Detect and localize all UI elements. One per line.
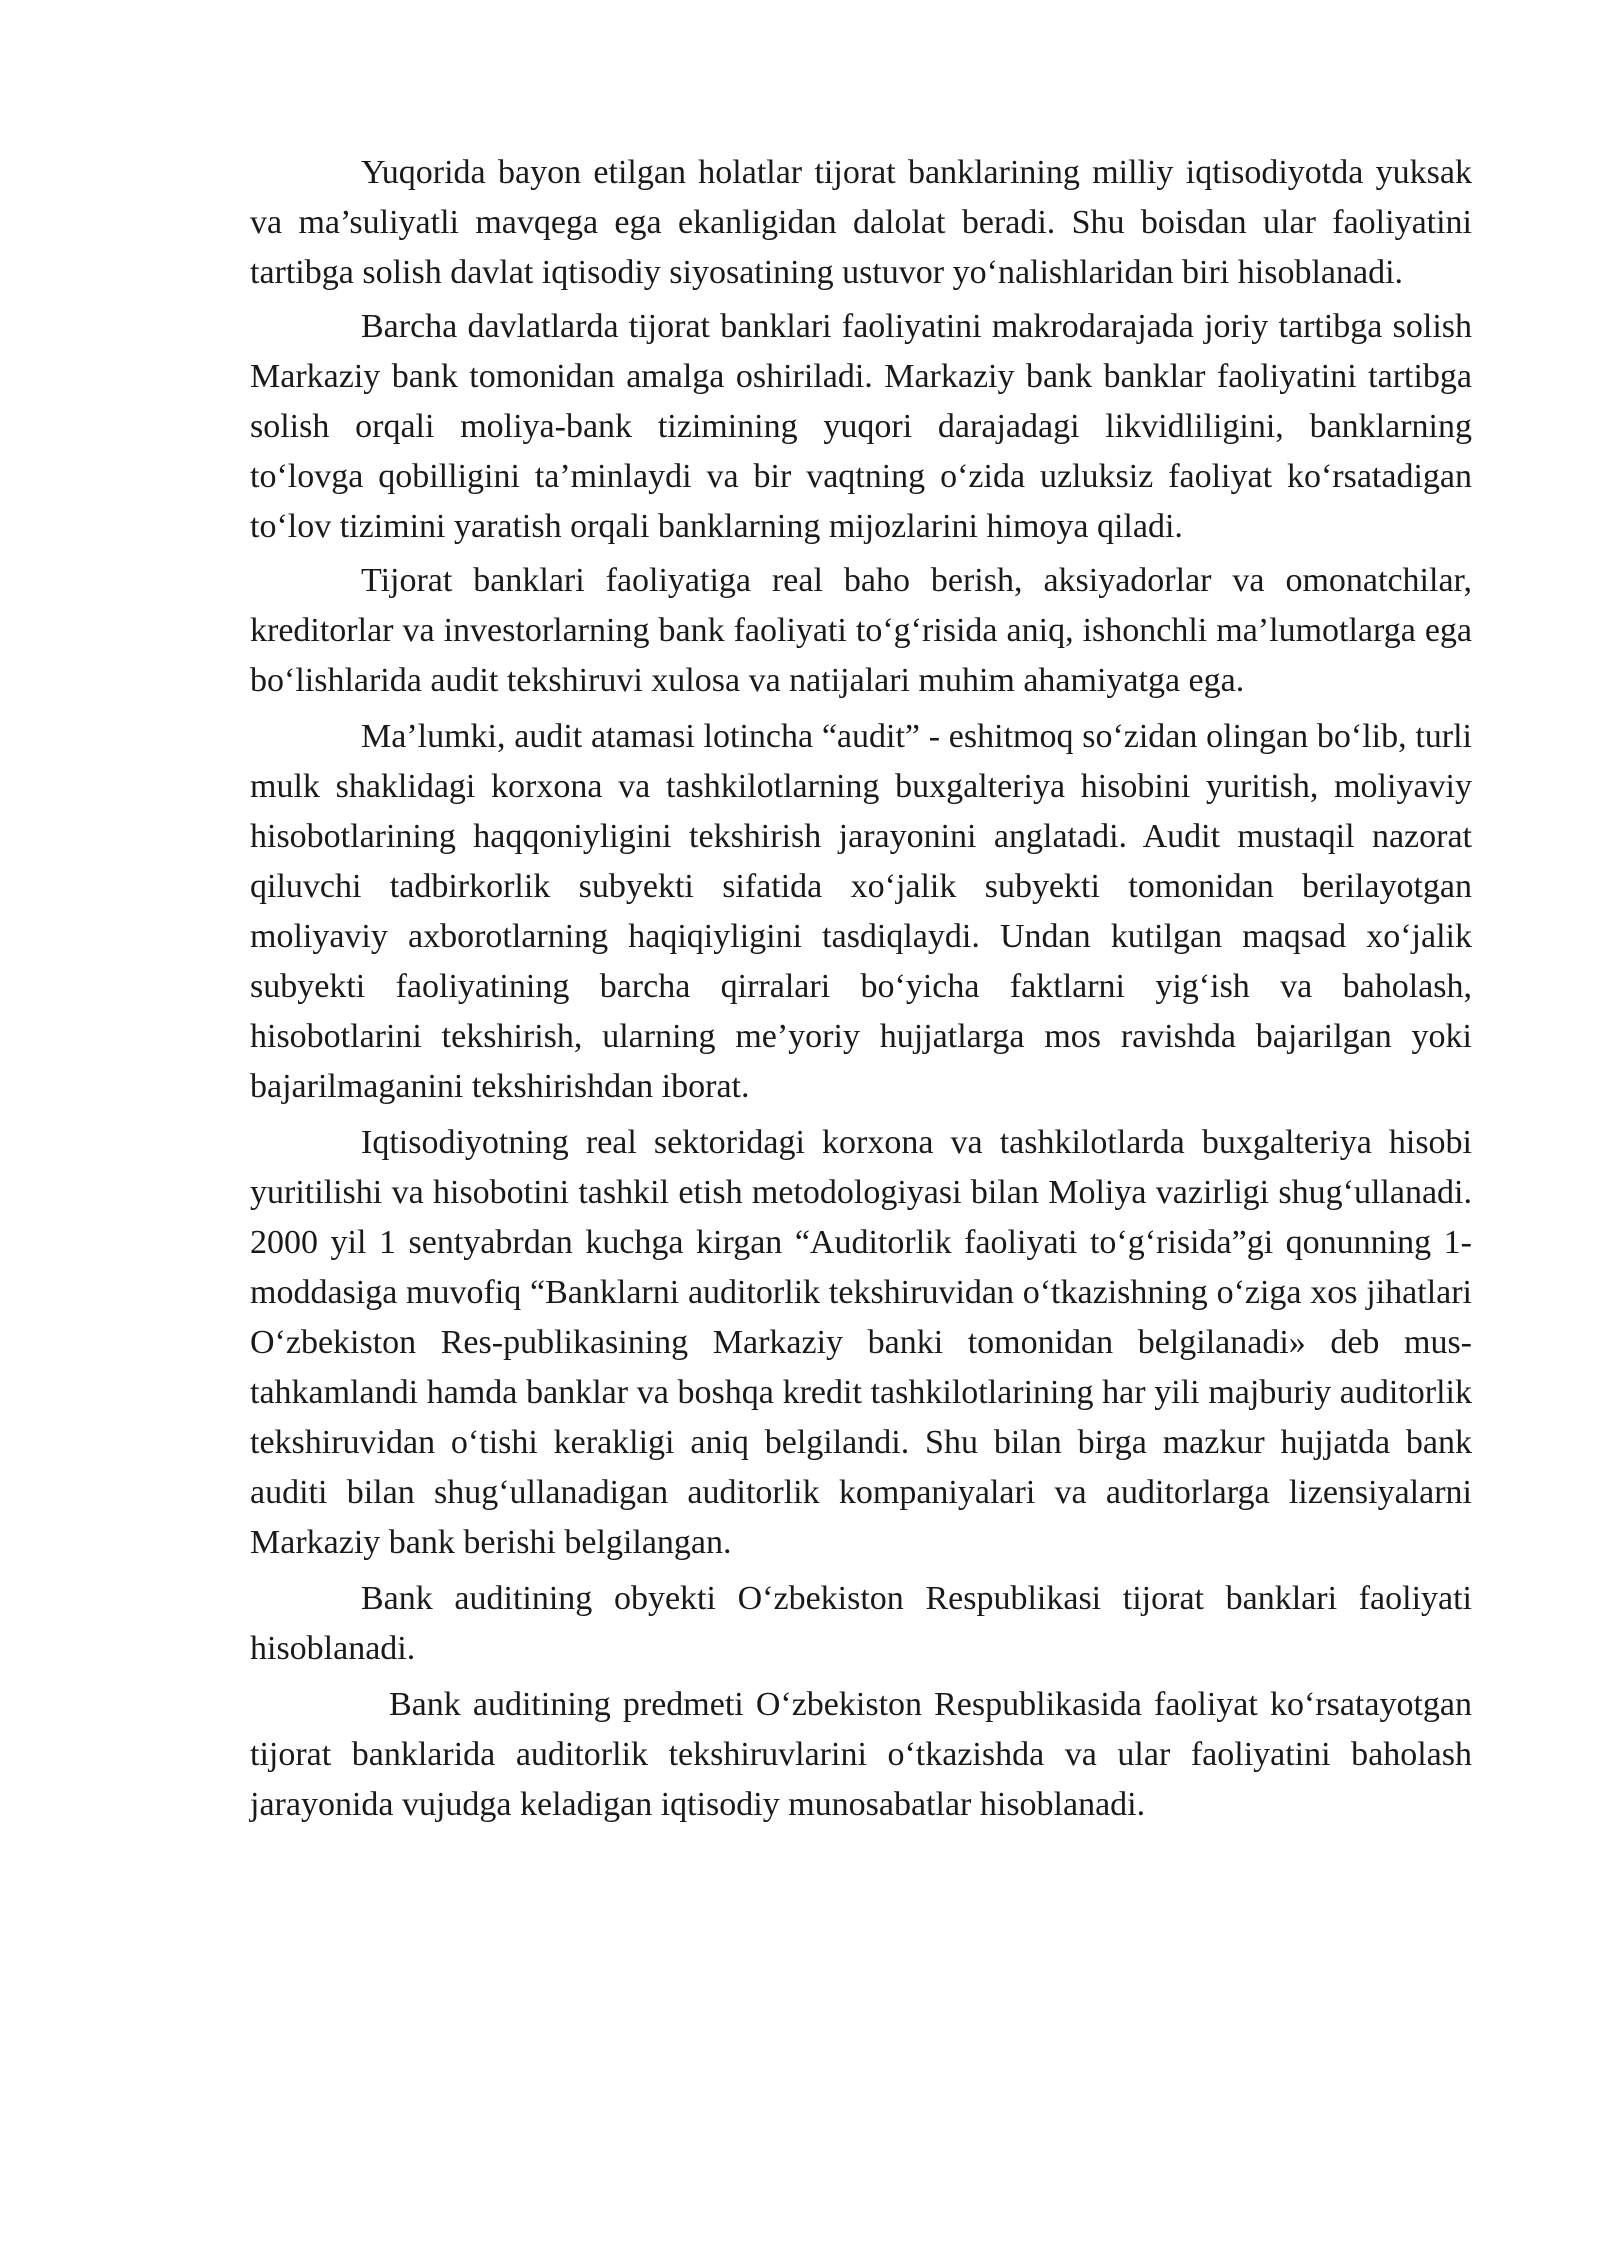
paragraph-3: Tijorat banklari faoliyatiga real baho berish, aksiyadorlar va omonatchilar, kreditorlar va investorlarning bank faoliyati to‘g‘risida aniq, ishonchli ma’lumotlarga ega bo‘lishlarida audit tekshiruvi xulosa va natijalari muhim ahamiyatga ega. xyxy=(250,562,1472,699)
paragraph-5: Iqtisodiyotning real sektoridagi korxona va tashkilotlarda buxgalteriya hisobi yuritilishi va hisobotini tashkil etish metodologiyasi bilan Moliya vazirligi shug‘ullanadi. 2000 yil 1 sentyabrdan kuchga kirgan “Auditorlik faoliyati to‘g‘risida”gi qonunning 1-moddasiga muvofiq “Banklarni auditorlik tekshiruvidan o‘tkazishning o‘ziga xos jihatlari O‘zbekiston Res-publikasining Markaziy banki tomonidan belgilanadi» deb mus-tahkamlandi hamda banklar va boshqa kredit tashkilotlarining har yili majburiy auditorlik tekshiruvidan o‘tishi kerakligi aniq belgilandi. Shu bilan birga mazkur hujjatda bank auditi bilan shug‘ullanadigan auditorlik kompaniyalari va auditorlarga lizensiyalarni Markaziy bank berishi belgilangan. xyxy=(250,1124,1472,1561)
paragraph-1: Yuqorida bayon etilgan holatlar tijorat banklarining milliy iqtisodiyotda yuksak va ma’suliyatli mavqega ega ekanligidan dalolat beradi. Shu boisdan ular faoliyatini tartibga solish davlat iqtisodiy siyosatining ustuvor yo‘nalishlaridan biri hisoblanadi. xyxy=(250,154,1472,291)
paragraph-7: Bank auditining predmeti O‘zbekiston Respublikasida faoliyat ko‘rsatayotgan tijorat banklarida auditorlik tekshiruvlarini o‘tkazishda va ular faoliyatini baholash jarayonida vujudga keladigan iqtisodiy munosabatlar hisoblanadi. xyxy=(250,1686,1472,1823)
document-page xyxy=(250,148,1472,1834)
paragraph-2: Barcha davlatlarda tijorat banklari faoliyatini makrodarajada joriy tartibga solish Markaziy bank tomonidan amalga oshiriladi. Markaziy bank banklar faoliyatini tartibga solish orqali moliya-bank tizimining yuqori darajadagi likvidliligini, banklarning to‘lovga qobilligini ta’minlaydi va bir vaqtning o‘zida uzluksiz faoliyat ko‘rsatadigan to‘lov tizimini yaratish orqali banklarning mijozlarini himoya qiladi. xyxy=(250,308,1472,545)
paragraph-6: Bank auditining obyekti O‘zbekiston Respublikasi tijorat banklari faoliyati hisoblanadi. xyxy=(250,1580,1472,1667)
paragraph-4: Ma’lumki, audit atamasi lotincha “audit” - eshitmoq so‘zidan olingan bo‘lib, turli mulk shaklidagi korxona va tashkilotlarning buxgalteriya hisobini yuritish, moliyaviy hisobotlarining haqqoniyligini tekshirish jarayonini anglatadi. Audit mustaqil nazorat qiluvchi tadbirkorlik subyekti sifatida xo‘jalik subyekti tomonidan berilayotgan moliyaviy axborotlarning haqiqiyligini tasdiqlaydi. Undan kutilgan maqsad xo‘jalik subyekti faoliyatining barcha qirralari bo‘yicha faktlarni yig‘ish va baholash, hisobotlarini tekshirish, ularning me’yoriy hujjatlarga mos ravishda bajarilgan yoki bajarilmaganini tekshirishdan iborat. xyxy=(250,718,1472,1105)
